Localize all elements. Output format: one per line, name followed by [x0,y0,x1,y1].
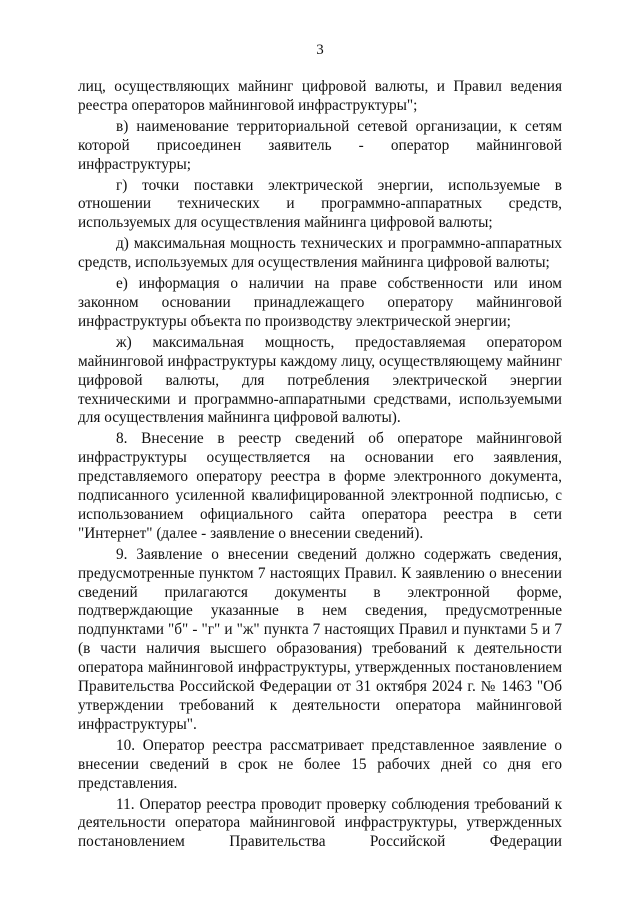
paragraph-subitem-d: д) максимальная мощность технических и программно-аппаратных средств, используемых для осуществления майнинга цифровой валюты; [78,235,562,272]
paragraph-subitem-g: г) точки поставки электрической энергии, используемые в отношении технических и программно-аппаратных средств, используемых для осуществления майнинга цифровой валюты; [78,176,562,232]
paragraph-item-9: 9. Заявление о внесении сведений должно содержать сведения, предусмотренные пунктом 7 настоящих Правил. К заявлению о внесении сведений прилагаются документы в электронной форме, подтверждающие указанные в нем сведения, предусмотренные подпунктами "б" - "г" и "ж" пункта 7 настоящих Правил и пунктами 5 и 7 (в части наличия высшего образования) требований к деятельности оператора майнинговой инфраструктуры, утвержденных постановлением Правительства Российской Федерации от 31 октября 2024 г. № 1463 "Об утверждении требований к деятельности оператора майнинговой инфраструктуры". [78,545,562,733]
document-body [78,78,562,852]
paragraph-continuation: лиц, осуществляющих майнинг цифровой валюты, и Правил ведения реестра операторов майнинговой инфраструктуры"; [78,78,562,114]
paragraph-item-10: 10. Оператор реестра рассматривает представленное заявление о внесении сведений в срок не более 15 рабочих дней со дня его представления. [78,736,562,792]
paragraph-item-8: 8. Внесение в реестр сведений об операторе майнинговой инфраструктуры осуществляется на основании его заявления, представляемого оператору реестра в форме электронного документа, подписанного усиленной квалифицированной электронной подписью, с использованием официального сайта оператора реестра в сети "Интернет" (далее - заявление о внесении сведений). [78,430,562,542]
paragraph-subitem-e: е) информация о наличии на праве собственности или ином законном основании принадлежащего оператору майнинговой инфраструктуры объекта по производству электрической энергии; [78,275,562,330]
paragraph-item-11: 11. Оператор реестра проводит проверку соблюдения требований к деятельности оператора майнинговой инфраструктуры, утвержденных постановлением Правительства Российской Федерации [78,795,562,851]
paragraph-subitem-zh: ж) максимальная мощность, предоставляемая оператором майнинговой инфраструктуры каждому лицу, осуществляющему майнинг цифровой валюты, для потребления электрической энергии техническими и программно-аппаратными средствами, используемыми для осуществления майнинга цифровой валюты). [78,333,562,427]
paragraph-subitem-v: в) наименование территориальной сетевой организации, к сетям которой присоединен заявитель - оператор майнинговой инфраструктуры; [78,117,562,173]
page-number: 3 [316,42,324,58]
